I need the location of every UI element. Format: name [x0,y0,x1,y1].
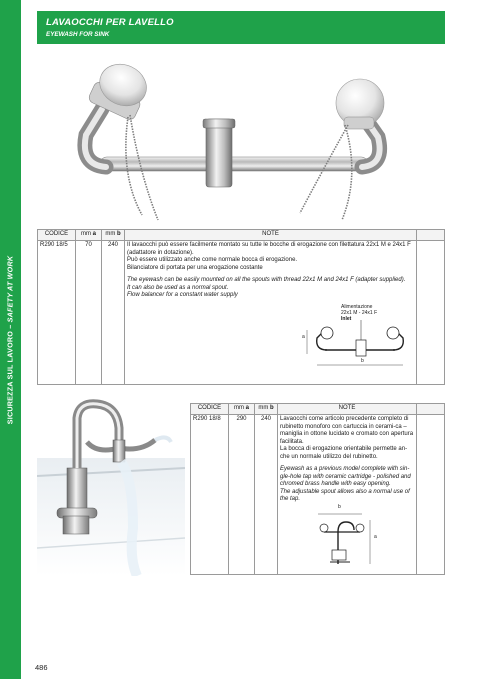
inlet-thread: 22x1 M - 24x1 F [341,309,378,316]
col-header-empty [417,404,445,415]
spec-table-1 [37,229,445,385]
col-header-a: a [92,231,96,237]
note-en-3: Flow balancer for a constant water supply [127,292,238,298]
note-en-1: Eyewash as a previous model complete with sin-gle-hole tap with ceramic cartridge - polished and chromed brass handle with easy opening. [280,466,411,487]
eyewash-outline-diagram [299,320,419,368]
col-header-notes: NOTE [125,230,417,241]
col-header-mm-unit: mm [258,405,270,411]
dimension-diagram-2 [280,504,414,568]
tap-eyewash-photo [37,398,185,576]
col-header-mm-b [102,230,125,241]
inlet-label-it: Alimentazione [341,303,373,310]
col-header-mm-b [255,404,278,415]
page-subtitle: EYEWASH FOR SINK [46,31,110,38]
sidebar-title-it: SICUREZZA SUL LAVORO [5,330,15,425]
cell-empty [417,415,445,575]
col-header-a: a [245,405,249,411]
note-en-2: It can also be used as a normal spout. [127,284,229,291]
note-en-1: The eyewash can be easily mounted on all the spouts with thread 22x1 M and 24x1 F (adapter supplied). [127,277,406,283]
col-header-mm-a [76,230,102,241]
col-header-mm-a [229,404,255,415]
page-number: 486 [35,663,48,672]
col-header-mm-unit: mm [80,231,93,237]
col-header-notes: NOTE [278,404,417,415]
cell-b: 240 [102,241,125,385]
cell-notes [278,415,417,575]
sidebar-title [6,256,15,424]
table-row [38,241,445,385]
tap-outline-diagram [310,510,380,568]
col-header-code: CODICE [191,404,229,415]
cell-code: R290 18/8 [191,415,229,575]
col-header-b: b [117,231,121,237]
dimension-diagram-1 [127,300,414,370]
cell-a: 70 [76,241,102,385]
eyewash-product-photo [60,55,400,225]
cell-code: R290 18/5 [38,241,76,385]
sidebar-title-en: SAFETY AT WORK [5,255,15,323]
dim-b-label: b [338,503,341,510]
table-row [191,415,445,575]
page-title: LAVAOCCHI PER LAVELLO [46,17,174,28]
note-it-1: Il lavaocchi può essere facilmente montato su tutte le bocche di erogazione con filettatura 22x1 M e 24x1 F (adattatore in dotazione). [127,242,411,256]
col-header-empty [417,230,445,241]
note-it-3: Bilanciatore di portata per una erogazione costante [127,264,263,271]
section-header [37,11,445,44]
col-header-mm-unit: mm [105,231,117,237]
cell-empty [417,241,445,385]
note-en-2: The adjustable spout allows also a normal use of the tap. [280,488,410,502]
inlet-label-en: Inlet [341,315,352,322]
dim-a-label: a [302,333,305,340]
cell-b: 240 [255,415,278,575]
cell-a: 290 [229,415,255,575]
cell-notes [125,241,417,385]
col-header-code: CODICE [38,230,76,241]
dim-b-label: b [361,357,364,364]
spec-table-2 [190,403,445,575]
dim-a-label: a [374,533,377,540]
sidebar-band [0,0,21,679]
note-it-2: Può essere utilizzato anche come normale bocca di erogazione. [127,257,298,263]
col-header-mm-unit: mm [233,405,246,411]
sidebar-title-sep: – [5,322,15,331]
note-it-2: La bocca di erogazione orientabile permette an-che un normale utilizzo del rubinetto. [280,446,408,460]
col-header-b: b [270,405,274,411]
note-it-1: Lavaocchi come articolo precedente completo di rubinetto monoforo con cartuccia in cerami-ca – maniglia in ottone lucidato e cromato con apertura facilitata. [280,416,414,445]
